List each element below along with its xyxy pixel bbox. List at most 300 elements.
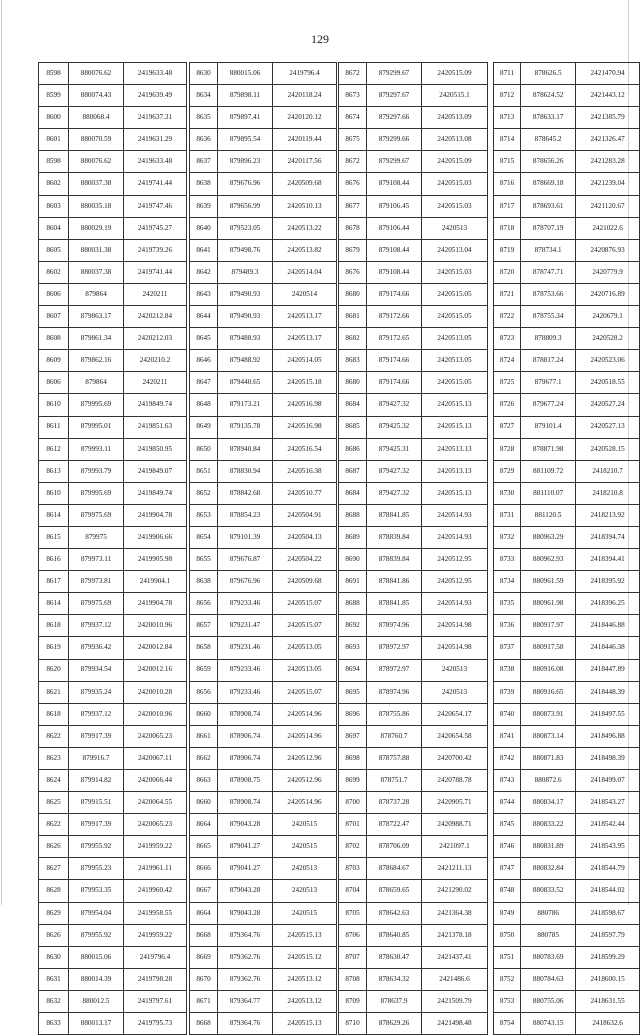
x-coordinate-cell: 879362.76 [218, 968, 273, 990]
y-coordinate-cell: 2420513.04 [422, 239, 488, 261]
page-number: 129 [311, 32, 329, 46]
x-coordinate-cell: 879135.78 [218, 416, 273, 438]
point-number-cell: 8684 [339, 394, 367, 416]
point-number-cell: 8695 [339, 681, 367, 703]
y-coordinate-cell: 2421385.79 [576, 107, 640, 129]
point-number-cell: 8666 [190, 858, 218, 880]
y-coordinate-cell: 2420514.96 [273, 792, 337, 814]
y-coordinate-cell: 2418598.67 [576, 902, 640, 924]
x-coordinate-cell: 879101.39 [218, 526, 273, 548]
table-row [190, 924, 337, 946]
x-coordinate-cell: 879995.69 [69, 394, 124, 416]
x-coordinate-cell: 880743.15 [521, 1013, 576, 1035]
table-row [39, 703, 187, 725]
x-coordinate-cell: 879427.32 [367, 394, 422, 416]
table-row [190, 880, 337, 902]
point-number-cell: 8750 [494, 924, 521, 946]
x-coordinate-cell: 880786 [521, 902, 576, 924]
table-row [339, 814, 488, 836]
x-coordinate-cell: 880013.17 [69, 1013, 124, 1035]
point-number-cell: 8727 [494, 416, 521, 438]
y-coordinate-cell: 2420515.1 [422, 85, 488, 107]
y-coordinate-cell: 2420514 [273, 283, 337, 305]
y-coordinate-cell: 2419958.55 [124, 902, 187, 924]
y-coordinate-cell: 2420515.13 [273, 924, 337, 946]
y-coordinate-cell: 2418446.88 [576, 615, 640, 637]
x-coordinate-cell: 878737.28 [367, 792, 422, 814]
x-coordinate-cell: 879427.32 [367, 460, 422, 482]
x-coordinate-cell: 879425.32 [367, 416, 422, 438]
x-coordinate-cell: 879916.7 [69, 747, 124, 769]
point-number-cell: 8716 [494, 173, 521, 195]
point-number-cell: 8602 [39, 173, 69, 195]
point-number-cell: 8744 [494, 792, 521, 814]
point-number-cell: 8648 [190, 394, 218, 416]
table-row [190, 1013, 337, 1035]
point-number-cell: 8717 [494, 195, 521, 217]
point-number-cell: 8652 [190, 482, 218, 504]
point-number-cell: 8642 [190, 261, 218, 283]
table-row [494, 725, 640, 747]
x-coordinate-cell: 879108.44 [367, 239, 422, 261]
y-coordinate-cell: 2419631.29 [124, 129, 187, 151]
point-number-cell: 8618 [39, 615, 69, 637]
y-coordinate-cell: 2419795.73 [124, 1013, 187, 1035]
y-coordinate-cell: 2420515.07 [273, 681, 337, 703]
x-coordinate-cell: 879677.24 [521, 394, 576, 416]
table-row [39, 946, 187, 968]
table-row [190, 571, 337, 593]
y-coordinate-cell: 2419633.48 [124, 63, 187, 85]
table-row [339, 85, 488, 107]
x-coordinate-cell: 879299.66 [367, 129, 422, 151]
x-coordinate-cell: 879101.4 [521, 416, 576, 438]
table-row [339, 659, 488, 681]
point-number-cell: 8647 [190, 372, 218, 394]
table-row [494, 1013, 640, 1035]
x-coordinate-cell: 879917.39 [69, 814, 124, 836]
y-coordinate-cell: 2419959.22 [124, 836, 187, 858]
y-coordinate-cell: 2420515.07 [273, 593, 337, 615]
table-row [494, 460, 640, 482]
table-row [39, 968, 187, 990]
y-coordinate-cell: 2420988.71 [422, 814, 488, 836]
y-coordinate-cell: 2420504.13 [273, 526, 337, 548]
y-coordinate-cell: 2419906.66 [124, 526, 187, 548]
table-row [190, 858, 337, 880]
x-coordinate-cell: 878974.96 [367, 615, 422, 637]
x-coordinate-cell: 878830.94 [218, 460, 273, 482]
y-coordinate-cell: 2420515.13 [422, 482, 488, 504]
x-coordinate-cell: 879995.01 [69, 416, 124, 438]
point-number-cell: 8660 [190, 703, 218, 725]
y-coordinate-cell: 2420065.23 [124, 814, 187, 836]
table-row [339, 836, 488, 858]
x-coordinate-cell: 879864 [69, 283, 124, 305]
table-row [494, 549, 640, 571]
x-coordinate-cell: 879364.76 [218, 924, 273, 946]
table-row [39, 615, 187, 637]
x-coordinate-cell: 878839.84 [367, 549, 422, 571]
x-coordinate-cell: 880917.97 [521, 615, 576, 637]
point-number-cell: 8641 [190, 239, 218, 261]
table-row [39, 814, 187, 836]
y-coordinate-cell: 2420512.96 [273, 747, 337, 769]
table-row [339, 571, 488, 593]
y-coordinate-cell: 2421120.67 [576, 195, 640, 217]
point-number-cell: 8660 [190, 792, 218, 814]
point-number-cell: 8631 [39, 968, 69, 990]
point-number-cell: 8606 [39, 283, 69, 305]
y-coordinate-cell: 2420679.1 [576, 306, 640, 328]
y-coordinate-cell: 2418632.6 [576, 1013, 640, 1035]
x-coordinate-cell: 879955.92 [69, 924, 124, 946]
y-coordinate-cell: 2421097.1 [422, 836, 488, 858]
x-coordinate-cell: 880037.38 [69, 173, 124, 195]
point-number-cell: 8718 [494, 217, 521, 239]
y-coordinate-cell: 2420513.05 [422, 350, 488, 372]
point-number-cell: 8680 [339, 283, 367, 305]
y-coordinate-cell: 2421509.79 [422, 990, 488, 1012]
table-row [39, 261, 187, 283]
table-row [339, 681, 488, 703]
table-row [339, 372, 488, 394]
table-row [190, 416, 337, 438]
y-coordinate-cell: 2419741.44 [124, 261, 187, 283]
x-coordinate-cell: 879440.65 [218, 372, 273, 394]
table-row [494, 880, 640, 902]
point-number-cell: 8608 [39, 328, 69, 350]
point-number-cell: 8645 [190, 328, 218, 350]
y-coordinate-cell: 2420527.24 [576, 394, 640, 416]
y-coordinate-cell: 2420513.17 [273, 306, 337, 328]
point-number-cell: 8640 [190, 217, 218, 239]
table-row [339, 968, 488, 990]
x-coordinate-cell: 878706.09 [367, 836, 422, 858]
table-row [39, 880, 187, 902]
coordinate-table [38, 62, 187, 1035]
y-coordinate-cell: 2420513.05 [273, 637, 337, 659]
y-coordinate-cell: 2420528.15 [576, 438, 640, 460]
table-row [39, 747, 187, 769]
table-row [339, 549, 488, 571]
table-row [494, 858, 640, 880]
x-coordinate-cell: 880873.91 [521, 703, 576, 725]
y-coordinate-cell: 2420515.03 [422, 173, 488, 195]
point-number-cell: 8598 [39, 63, 69, 85]
table-row [494, 195, 640, 217]
table-row [39, 770, 187, 792]
y-coordinate-cell: 2420515.07 [273, 615, 337, 637]
point-number-cell: 8736 [494, 615, 521, 637]
table-row [39, 438, 187, 460]
table-row [190, 438, 337, 460]
point-number-cell: 8681 [339, 306, 367, 328]
point-number-cell: 8746 [494, 836, 521, 858]
x-coordinate-cell: 880076.62 [69, 151, 124, 173]
table-row [339, 725, 488, 747]
point-number-cell: 8721 [494, 283, 521, 305]
point-number-cell: 8653 [190, 504, 218, 526]
x-coordinate-cell: 879993.79 [69, 460, 124, 482]
x-coordinate-cell: 880831.89 [521, 836, 576, 858]
point-number-cell: 8634 [190, 85, 218, 107]
table-row [39, 1013, 187, 1035]
y-coordinate-cell: 2418631.55 [576, 990, 640, 1012]
table-row [190, 681, 337, 703]
point-number-cell: 8711 [494, 63, 521, 85]
table-row [494, 703, 640, 725]
y-coordinate-cell: 2420513 [422, 217, 488, 239]
table-row [494, 261, 640, 283]
point-number-cell: 8665 [190, 836, 218, 858]
point-number-cell: 8723 [494, 328, 521, 350]
table-row [39, 416, 187, 438]
table-row [494, 946, 640, 968]
y-coordinate-cell: 2420066.44 [124, 770, 187, 792]
point-number-cell: 8672 [339, 63, 367, 85]
y-coordinate-cell: 2418446.38 [576, 637, 640, 659]
y-coordinate-cell: 2421239.04 [576, 173, 640, 195]
x-coordinate-cell: 878656.26 [521, 151, 576, 173]
point-number-cell: 8623 [39, 747, 69, 769]
y-coordinate-cell: 2420518.55 [576, 372, 640, 394]
point-number-cell: 8636 [190, 129, 218, 151]
table-row [494, 438, 640, 460]
table-row [190, 549, 337, 571]
x-coordinate-cell: 879676.87 [218, 549, 273, 571]
table-row [190, 350, 337, 372]
x-coordinate-cell: 880015.06 [69, 946, 124, 968]
point-number-cell: 8620 [39, 659, 69, 681]
y-coordinate-cell: 2420119.44 [273, 129, 337, 151]
y-coordinate-cell: 2419741.44 [124, 173, 187, 195]
x-coordinate-cell: 880833.52 [521, 880, 576, 902]
table-row [339, 504, 488, 526]
table-row [494, 990, 640, 1012]
coordinate-table-3 [338, 62, 488, 1035]
y-coordinate-cell: 2420514.04 [273, 261, 337, 283]
y-coordinate-cell: 2418395.92 [576, 571, 640, 593]
x-coordinate-cell: 878693.61 [521, 195, 576, 217]
x-coordinate-cell: 878871.98 [521, 438, 576, 460]
y-coordinate-cell: 2419904.78 [124, 504, 187, 526]
x-coordinate-cell: 879935.24 [69, 681, 124, 703]
table-row [190, 261, 337, 283]
y-coordinate-cell: 2420515.13 [422, 394, 488, 416]
point-number-cell: 8621 [39, 681, 69, 703]
x-coordinate-cell: 880015.06 [218, 63, 273, 85]
point-number-cell: 8600 [39, 107, 69, 129]
table-row [190, 615, 337, 637]
table-row [190, 239, 337, 261]
y-coordinate-cell: 2421364.38 [422, 902, 488, 924]
x-coordinate-cell: 878751.7 [367, 770, 422, 792]
table-row [39, 924, 187, 946]
y-coordinate-cell: 2420510.77 [273, 482, 337, 504]
table-row [190, 129, 337, 151]
point-number-cell: 8629 [39, 902, 69, 924]
x-coordinate-cell: 879297.66 [367, 107, 422, 129]
table-row [190, 659, 337, 681]
table-row [339, 902, 488, 924]
table-row [494, 306, 640, 328]
table-row [339, 217, 488, 239]
y-coordinate-cell: 2420514.98 [422, 615, 488, 637]
table-row [494, 350, 640, 372]
y-coordinate-cell: 2421378.18 [422, 924, 488, 946]
point-number-cell: 8737 [494, 637, 521, 659]
table-row [494, 482, 640, 504]
y-coordinate-cell: 2419905.98 [124, 549, 187, 571]
table-row [339, 880, 488, 902]
table-row [494, 107, 640, 129]
y-coordinate-cell: 2420010.96 [124, 615, 187, 637]
y-coordinate-cell: 2419739.26 [124, 239, 187, 261]
x-coordinate-cell: 879954.04 [69, 902, 124, 924]
point-number-cell: 8734 [494, 571, 521, 593]
point-number-cell: 8676 [339, 261, 367, 283]
x-coordinate-cell: 878755.86 [367, 703, 422, 725]
y-coordinate-cell: 2420504.91 [273, 504, 337, 526]
table-row [190, 637, 337, 659]
x-coordinate-cell: 879488.93 [218, 328, 273, 350]
table-row [190, 814, 337, 836]
x-coordinate-cell: 879041.27 [218, 836, 273, 858]
y-coordinate-cell: 2419797.61 [124, 990, 187, 1012]
point-number-cell: 8632 [39, 990, 69, 1012]
table-row [190, 902, 337, 924]
table-row [190, 372, 337, 394]
table-row [190, 968, 337, 990]
table-row [190, 151, 337, 173]
table-row [339, 350, 488, 372]
table-row [339, 482, 488, 504]
y-coordinate-cell: 2418448.39 [576, 681, 640, 703]
table-row [339, 990, 488, 1012]
point-number-cell: 8646 [190, 350, 218, 372]
point-number-cell: 8724 [494, 350, 521, 372]
table-row [190, 747, 337, 769]
point-number-cell: 8712 [494, 85, 521, 107]
y-coordinate-cell: 2420504.22 [273, 549, 337, 571]
y-coordinate-cell: 2420513.13 [422, 438, 488, 460]
y-coordinate-cell: 2420064.55 [124, 792, 187, 814]
x-coordinate-cell: 880014.39 [69, 968, 124, 990]
table-row [494, 173, 640, 195]
y-coordinate-cell: 2419798.28 [124, 968, 187, 990]
table-row [39, 217, 187, 239]
point-number-cell: 8676 [339, 173, 367, 195]
x-coordinate-cell: 878626.5 [521, 63, 576, 85]
table-row [494, 792, 640, 814]
point-number-cell: 8625 [39, 792, 69, 814]
point-number-cell: 8732 [494, 526, 521, 548]
y-coordinate-cell: 2420514.96 [273, 703, 337, 725]
point-number-cell: 8649 [190, 416, 218, 438]
y-coordinate-cell: 2419633.48 [124, 151, 187, 173]
point-number-cell: 8707 [339, 946, 367, 968]
x-coordinate-cell: 878624.52 [521, 85, 576, 107]
y-coordinate-cell: 2419961.11 [124, 858, 187, 880]
y-coordinate-cell: 2420212.03 [124, 328, 187, 350]
y-coordinate-cell: 2418394.74 [576, 526, 640, 548]
table-row [190, 306, 337, 328]
y-coordinate-cell: 2419904.1 [124, 571, 187, 593]
table-row [39, 482, 187, 504]
point-number-cell: 8722 [494, 306, 521, 328]
table-row [39, 593, 187, 615]
x-coordinate-cell: 880068.4 [69, 107, 124, 129]
y-coordinate-cell: 2420515.09 [422, 151, 488, 173]
table-row [39, 306, 187, 328]
x-coordinate-cell: 879299.67 [367, 63, 422, 85]
table-row [494, 85, 640, 107]
x-coordinate-cell: 879490.93 [218, 306, 273, 328]
y-coordinate-cell: 2418544.02 [576, 880, 640, 902]
x-coordinate-cell: 878809.3 [521, 328, 576, 350]
table-row [494, 681, 640, 703]
y-coordinate-cell: 2420514.98 [422, 637, 488, 659]
y-coordinate-cell: 2420515 [273, 902, 337, 924]
table-row [339, 107, 488, 129]
y-coordinate-cell: 2420528.2 [576, 328, 640, 350]
table-row [339, 239, 488, 261]
y-coordinate-cell: 2419851.63 [124, 416, 187, 438]
x-coordinate-cell: 879955.92 [69, 836, 124, 858]
point-number-cell: 8669 [190, 946, 218, 968]
y-coordinate-cell: 2420513.12 [273, 990, 337, 1012]
y-coordinate-cell: 2420513.08 [422, 129, 488, 151]
point-number-cell: 8725 [494, 372, 521, 394]
point-number-cell: 8698 [339, 747, 367, 769]
y-coordinate-cell: 2420512.95 [422, 549, 488, 571]
table-row [39, 526, 187, 548]
table-row [339, 792, 488, 814]
point-number-cell: 8694 [339, 659, 367, 681]
point-number-cell: 8686 [339, 438, 367, 460]
table-row [190, 283, 337, 305]
point-number-cell: 8663 [190, 770, 218, 792]
point-number-cell: 8630 [190, 63, 218, 85]
point-number-cell: 8741 [494, 725, 521, 747]
point-number-cell: 8656 [190, 593, 218, 615]
table-row [494, 747, 640, 769]
point-number-cell: 8745 [494, 814, 521, 836]
point-number-cell: 8697 [339, 725, 367, 747]
y-coordinate-cell: 2418210.7 [576, 460, 640, 482]
point-number-cell: 8696 [339, 703, 367, 725]
x-coordinate-cell: 879233.46 [218, 659, 273, 681]
x-coordinate-cell: 878633.17 [521, 107, 576, 129]
y-coordinate-cell: 2420513.05 [273, 659, 337, 681]
x-coordinate-cell: 879973.81 [69, 571, 124, 593]
x-coordinate-cell: 879362.76 [218, 946, 273, 968]
table-row [339, 328, 488, 350]
point-number-cell: 8731 [494, 504, 521, 526]
y-coordinate-cell: 2419904.78 [124, 593, 187, 615]
point-number-cell: 8638 [190, 571, 218, 593]
table-row [190, 792, 337, 814]
x-coordinate-cell: 879937.12 [69, 615, 124, 637]
point-number-cell: 8674 [339, 107, 367, 129]
table-row [39, 792, 187, 814]
table-row [339, 438, 488, 460]
point-number-cell: 8622 [39, 725, 69, 747]
point-number-cell: 8738 [494, 659, 521, 681]
table-row [494, 283, 640, 305]
x-coordinate-cell: 879043.28 [218, 902, 273, 924]
